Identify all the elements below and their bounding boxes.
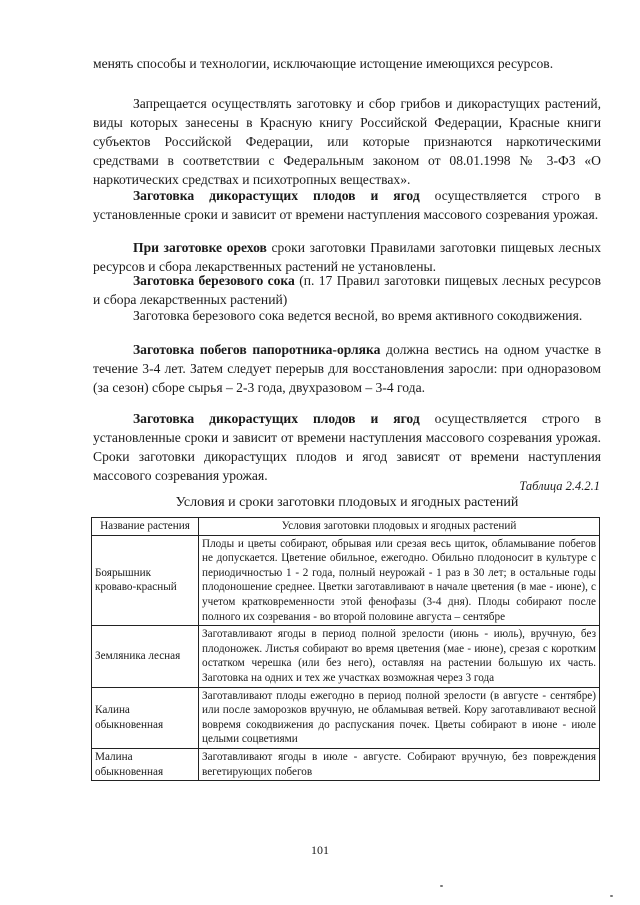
paragraph-fruit-berries (93, 186, 601, 224)
table-number: Таблица 2.4.2.1 (519, 479, 600, 493)
paragraph-text: (п. 17 Правил заготовки пищевых лесных ресурсов и сбора лекарственных растений) (93, 273, 601, 307)
table-header-row (92, 518, 600, 536)
header-conditions: Условия заготовки плодовых и ягодных растений (199, 518, 600, 536)
paragraph-prohibition: Запрещается осуществлять заготовку и сбор грибов и дикорастущих растений, виды которых занесены в Красную книгу Российской Федерации, Красные книги субъектов Российской Федерации, или которые признаются наркотическими средствами в соответствии с Федеральным законом от 08.01.1998 № 3-ФЗ «О наркотических средствах и психотропных веществах». (93, 96, 601, 187)
table-title: Условия и сроки заготовки плодовых и ягодных растений (175, 495, 519, 510)
paragraph-bracken (93, 340, 601, 397)
harvest-conditions: Плоды и цветы собирают, обрывая или срезая весь щиток, обламывание побегов не допускается. Цветение обильное, ежегодно. Обильно плодоносит в культуре с периодичностью 1 - 2 года, полный неурожай - 1 раз в 30 лет; в остальные годы плодоношение среднее. Цветки заготавливают в начале цветения (в мае - июне), с учетом кратковременности этой фенофазы (3-4 дня). Плоды собирают после полного их созревания - во второй половине августа – сентябре (199, 535, 600, 626)
paragraph-birch-sap (93, 271, 601, 309)
paragraph-heading: Заготовка березового сока (133, 273, 295, 288)
page-number: 101 (311, 843, 329, 857)
plant-name: Малина обыкновенная (92, 748, 199, 780)
paragraph-text: осуществляется строго в установленные сроки и зависит от времени наступления массового созревания урожая. Сроки заготовки дикорастущих плодов и ягод зависят от времени наступления массового созревания урожая. (93, 411, 602, 483)
table-row (92, 687, 600, 748)
table-row (92, 535, 600, 626)
plant-name: Боярышник кроваво-красный (92, 535, 199, 626)
paragraph-heading: Заготовка побегов папоротника-орляка (133, 342, 381, 357)
plant-name: Земляника лесная (92, 626, 199, 687)
table-row (92, 748, 600, 780)
paragraph-heading: Заготовка дикорастущих плодов и ягод (133, 411, 420, 426)
paragraph-heading: Заготовка дикорастущих плодов и ягод (133, 188, 420, 203)
harvest-conditions-table (91, 517, 600, 781)
paragraph-text: осуществляется строго в установленные сроки и зависит от времени наступления массового созревания урожая. (93, 188, 602, 222)
plant-name: Калина обыкновенная (92, 687, 199, 748)
header-plant-name: Название растения (92, 518, 199, 536)
harvest-conditions: Заготавливают ягоды в июле - августе. Собирают вручную, без повреждения вегетирующих побегов (199, 748, 600, 780)
scan-speck (610, 895, 613, 897)
paragraph-fruit-berries-2 (93, 409, 601, 485)
scan-speck (440, 885, 443, 887)
paragraph-birch-sap-timing: Заготовка березового сока ведется весной, во время активного сокодвижения. (133, 308, 583, 323)
paragraph-text: сроки заготовки Правилами заготовки пищевых лесных ресурсов и сбора лекарственных растений не установлены. (93, 240, 602, 274)
harvest-conditions: Заготавливают ягоды в период полной зрелости (июнь - июль), вручную, без плодоножек. Листья собирают во время цветения (мае - июне), срезая с коротким остатком черешка (или без него), оставляя на растении большую их часть. Заготовка на одних и тех же участках возможная через 3 года (199, 626, 600, 687)
table-row (92, 626, 600, 687)
harvest-conditions: Заготавливают плоды ежегодно в период полной зрелости (в августе - сентябре) или после заморозков вручную, не обламывая ветвей. Кору заготавливают весной вовремя сокодвижения до распускания почек. Цветы собирают в июне - июле целыми соцветиями (199, 687, 600, 748)
paragraph-continuation: менять способы и технологии, исключающие истощение имеющихся ресурсов. (93, 56, 554, 71)
paragraph-text: должна вестись на одном участке в течение 3-4 лет. Затем следует перерыв для восстановления заросли: при одноразовом (за сезон) сборе сырья – 2-3 года, двухразовом – 3-4 года. (93, 342, 601, 395)
paragraph-heading: При заготовке орехов (133, 240, 267, 255)
